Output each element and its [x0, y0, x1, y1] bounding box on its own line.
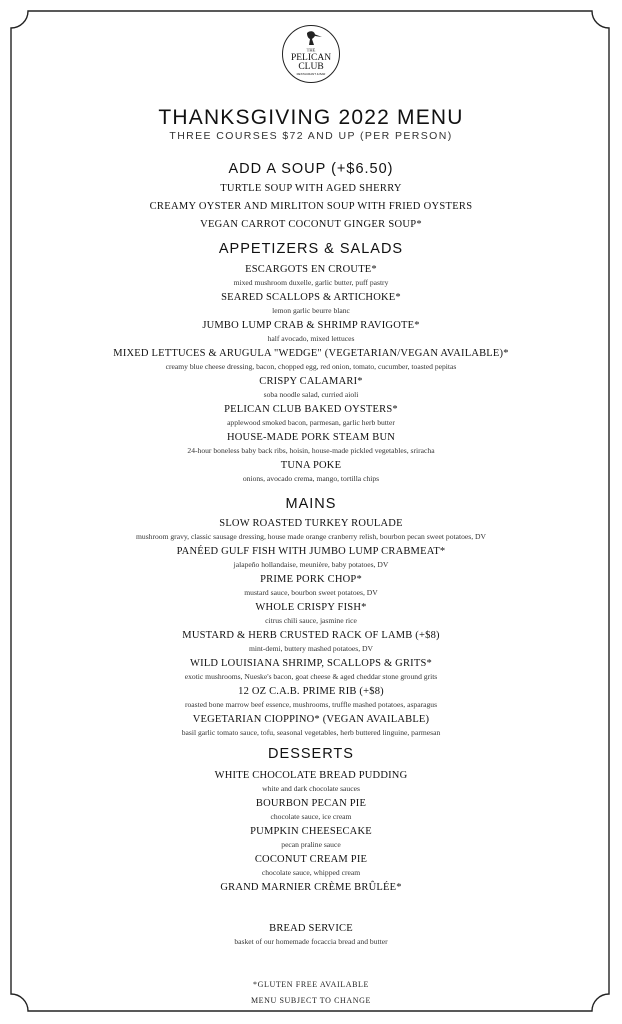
main-desc: mushroom gravy, classic sausage dressing, house made orange cranberry relish, bourbon pecan sweet potatoes, DV: [136, 532, 486, 541]
appetizer-desc: mixed mushroom duxelle, garlic butter, puff pastry: [233, 278, 389, 287]
dessert-desc: chocolate sauce, ice cream: [270, 812, 352, 821]
appetizer-desc: 24-hour boneless baby back ribs, hoisin, house-made pickled vegetables, sriracha: [187, 446, 435, 455]
main-name: MUSTARD & HERB CRUSTED RACK OF LAMB (+$8): [182, 630, 440, 641]
dessert-name: PUMPKIN CHEESECAKE: [250, 826, 372, 837]
main-desc: citrus chili sauce, jasmine rice: [265, 616, 357, 625]
dessert-name: BOURBON PECAN PIE: [255, 798, 367, 809]
menu-subtitle: THREE COURSES $72 AND UP (PER PERSON): [169, 130, 453, 142]
appetizer-name: ESCARGOTS EN CROUTE*: [245, 264, 377, 275]
main-desc: jalapeño hollandaise, meunière, baby potatoes, DV: [233, 560, 389, 569]
soup-item: VEGAN CARROT COCONUT GINGER SOUP*: [200, 219, 422, 230]
appetizer-desc: creamy blue cheese dressing, bacon, chopped egg, red onion, tomato, cucumber, toasted pepitas: [165, 362, 457, 371]
appetizer-name: MIXED LETTUCES & ARUGULA "WEDGE" (VEGETARIAN/VEGAN AVAILABLE)*: [113, 348, 509, 359]
main-name: VEGETARIAN CIOPPINO* (VEGAN AVAILABLE): [192, 714, 430, 725]
appetizer-desc: lemon garlic beurre blanc: [272, 306, 350, 315]
footer-change-note: MENU SUBJECT TO CHANGE: [250, 996, 372, 1005]
logo-tagline: RESTAURANT & BAR: [296, 72, 326, 76]
main-desc: roasted bone marrow beef essence, mushrooms, truffle mashed potatoes, asparagus: [184, 700, 438, 709]
main-name: PANÉED GULF FISH WITH JUMBO LUMP CRABMEAT*: [176, 546, 446, 557]
main-name: WILD LOUISIANA SHRIMP, SCALLOPS & GRITS*: [190, 658, 432, 669]
dessert-name: COCONUT CREAM PIE: [254, 854, 368, 865]
appetizer-name: TUNA POKE: [280, 460, 342, 471]
appetizer-desc: soba noodle salad, curried aioli: [263, 390, 359, 399]
dessert-name: GRAND MARNIER CRÈME BRÛLÉE*: [220, 882, 402, 893]
appetizer-name: CRISPY CALAMARI*: [259, 376, 363, 387]
section-heading-desserts: DESSERTS: [268, 746, 354, 762]
pelican-club-logo: [281, 24, 341, 84]
appetizer-desc: half avocado, mixed lettuces: [267, 334, 355, 343]
soup-item: CREAMY OYSTER AND MIRLITON SOUP WITH FRIED OYSTERS: [149, 201, 473, 212]
dessert-desc: white and dark chocolate sauces: [262, 784, 360, 793]
appetizer-desc: onions, avocado crema, mango, tortilla chips: [242, 474, 380, 483]
logo-pelican: PELICAN: [290, 53, 332, 63]
main-name: SLOW ROASTED TURKEY ROULADE: [219, 518, 403, 529]
section-heading-appetizers: APPETIZERS & SALADS: [218, 241, 404, 257]
logo-club: CLUB: [298, 62, 324, 72]
main-desc: basil garlic tomato sauce, tofu, seasonal vegetables, herb buttered linguine, parmesan: [181, 728, 441, 737]
appetizer-name: PELICAN CLUB BAKED OYSTERS*: [224, 404, 398, 415]
dessert-name: WHITE CHOCOLATE BREAD PUDDING: [214, 770, 408, 781]
main-desc: exotic mushrooms, Nueske's bacon, goat cheese & aged cheddar stone ground grits: [184, 672, 438, 681]
dessert-desc: chocolate sauce, whipped cream: [261, 868, 361, 877]
section-heading-mains: MAINS: [285, 496, 337, 512]
appetizer-name: SEARED SCALLOPS & ARTICHOKE*: [221, 292, 401, 303]
dessert-desc: pecan praline sauce: [281, 840, 341, 849]
main-desc: mint-demi, buttery mashed potatoes, DV: [248, 644, 373, 653]
main-desc: mustard sauce, bourbon sweet potatoes, DV: [244, 588, 378, 597]
pelican-icon: [307, 31, 322, 45]
logo-the: THE: [306, 47, 316, 53]
bread-service-desc: basket of our homemade focaccia bread and butter: [234, 937, 388, 946]
bread-service-name: BREAD SERVICE: [269, 923, 353, 934]
main-name: WHOLE CRISPY FISH*: [255, 602, 367, 613]
appetizer-name: HOUSE-MADE PORK STEAM BUN: [226, 432, 396, 443]
footer-gluten-note: *GLUTEN FREE AVAILABLE: [252, 980, 370, 989]
menu-title: THANKSGIVING 2022 MENU: [158, 106, 464, 129]
main-name: PRIME PORK CHOP*: [260, 574, 362, 585]
section-heading-soup: ADD A SOUP (+$6.50): [228, 161, 394, 177]
main-name: 12 OZ C.A.B. PRIME RIB (+$8): [238, 686, 384, 697]
soup-item: TURTLE SOUP WITH AGED SHERRY: [220, 183, 402, 194]
appetizer-name: JUMBO LUMP CRAB & SHRIMP RAVIGOTE*: [202, 320, 420, 331]
appetizer-desc: applewood smoked bacon, parmesan, garlic herb butter: [227, 418, 395, 427]
